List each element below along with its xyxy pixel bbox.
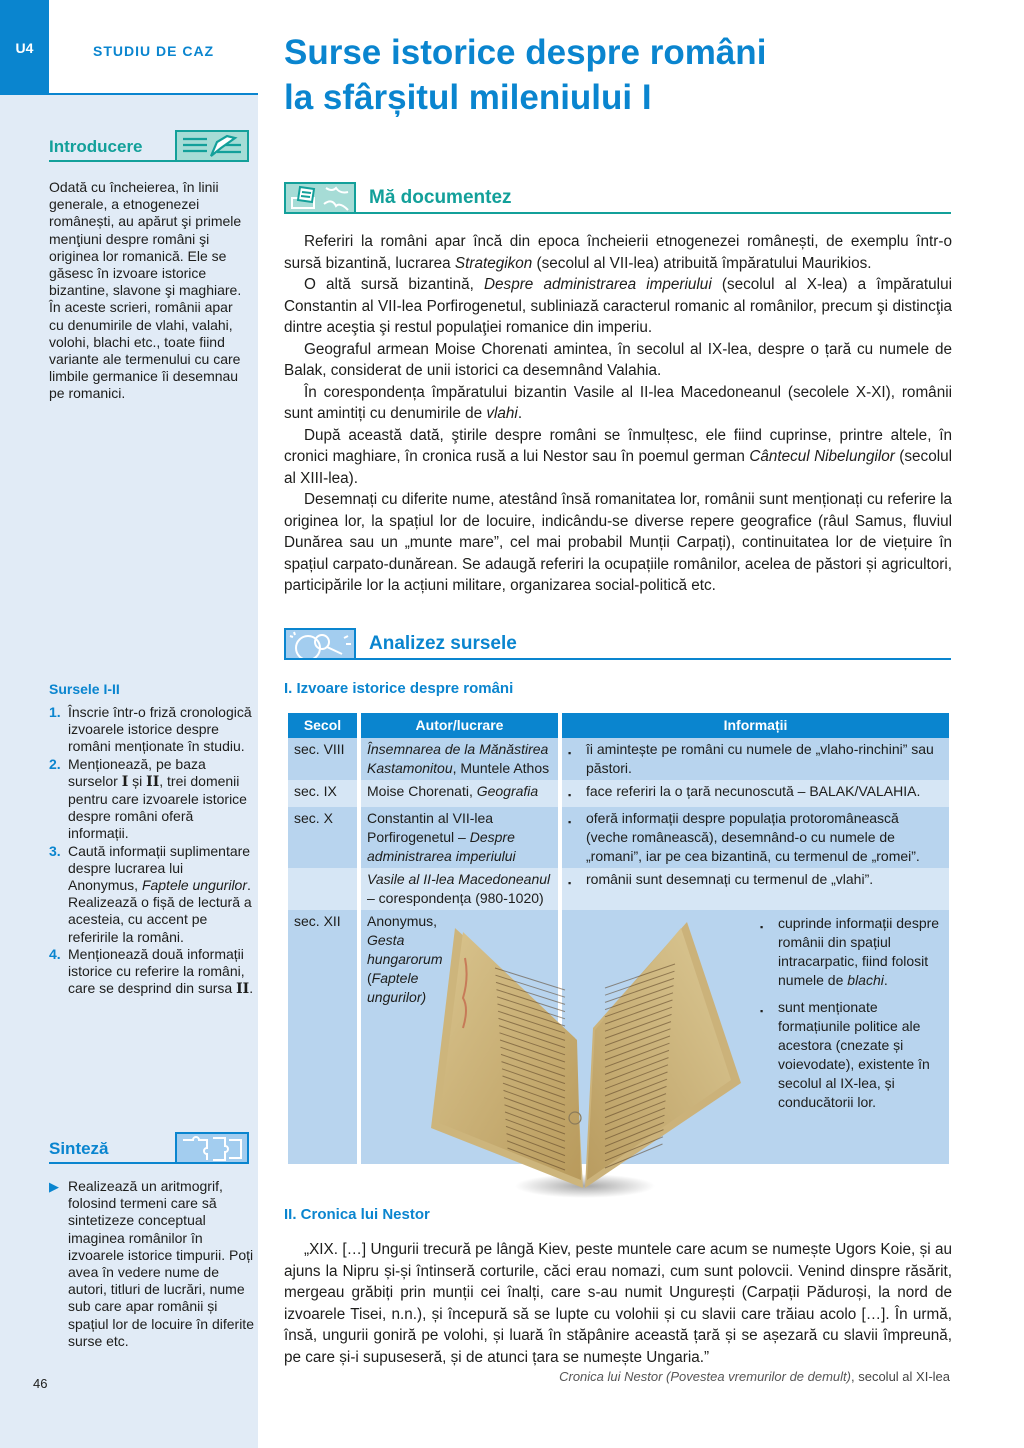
task-text: I — [121, 773, 129, 790]
author-text: – corespondența (980-1020) — [367, 890, 544, 906]
info-text: oferă informații despre populația protoromânească (veche românească), desemnând-o cu numele de „romani”, iar pe cea bizantină, cu termenul de „romei”. — [586, 810, 920, 864]
author-cell — [361, 807, 558, 868]
author-cell — [361, 868, 558, 910]
intro-text: Odată cu încheierea, în linii generale, a etnogenezei românești, au apărut şi primele menţiuni despre români şi originea lor romanică. Ele se găsesc în izvoare istorice bizantine, slavone şi maghiare. În aceste scrieri, românii apar cu denumirile de vlahi, valahi, volohi, blachi etc., toate fiind variante ale termenului cu care limbile germanice îi desemnau pe romanici. — [49, 179, 242, 402]
author-cell — [361, 738, 558, 780]
info-text: face referiri la o țară necunoscută – BALAK/VALAHIA. — [586, 783, 921, 799]
author-text: Despre administrarea imperiului — [367, 829, 516, 864]
paragraph-text: . — [517, 405, 523, 422]
documentez-body — [284, 231, 952, 597]
paragraph — [284, 231, 952, 274]
title-line-2: la sfârșitul mileniului I — [284, 78, 652, 117]
header-cell: Autor/lucrare — [361, 713, 558, 738]
century-cell: sec. X — [288, 807, 357, 868]
header-cell: Secol — [288, 713, 357, 738]
paragraph-text: Geograful armean Moise Chorenati amintea, în secolul al IX-lea, despre o țară cu numele de Balak, considerat de unii istorici ca desemnând Valahia. — [284, 340, 952, 379]
table-row — [288, 780, 949, 807]
paragraph — [284, 425, 952, 490]
author-cell — [361, 780, 558, 807]
sources-title: Sursele I-II — [49, 681, 120, 697]
author-text: Vasile al II-lea Macedoneanul — [367, 871, 551, 887]
paragraph — [284, 489, 952, 597]
author-text: Moise Chorenati, — [367, 783, 477, 799]
documentez-heading — [284, 182, 951, 214]
task-text: . Realizează o fișă de lectură a acesteia, cu accent pe referirile la români. — [68, 877, 252, 945]
info-cell — [562, 868, 949, 910]
task-text: și — [128, 772, 147, 789]
paragraph-text: În corespondența împăratului bizantin Vasile al II-lea Macedoneanul (secolele X-XI), românii sunt amintiți cu denumirile de — [284, 383, 952, 422]
info-text — [778, 998, 950, 1112]
synthesis-text: Realizează un aritmogrif, folosind termeni care să sintetizeze conceptual imaginea românilor în izvoarele istorice timpurii. Poți avea în vedere nume de autori, titluri de lucrări, nume sub care apar românii și spațiul lor de locuire în diferite surse etc. — [68, 1178, 254, 1349]
paragraph — [284, 274, 952, 339]
paragraph-text: După această dată, ştirile despre români se înmulțesc, ele fiind cuprinse, printre altele, în cronici maghiare, în cronica rusă a lui Nestor sau în poemul german — [284, 426, 952, 465]
sidebar-header — [0, 0, 258, 95]
task-text: II — [146, 773, 160, 790]
info-bullet — [760, 998, 950, 1112]
bullet-icon: ▪ — [568, 878, 572, 888]
info-text-run: sunt menționate formațiunile politice ale acestora (cnezate și voievodate), existente în secolul al IX-lea, și conducătorii lor. — [778, 999, 930, 1110]
table-row — [288, 738, 949, 780]
info-cell — [562, 780, 949, 807]
task-text: Faptele ungurilor — [141, 877, 247, 894]
table-row — [288, 868, 949, 910]
quote-text: „XIX. […] Ungurii trecură pe lângă Kiev, peste muntele care acum se numește Ugors Koie, și au ajuns la Nipru și-și întinseră corturile, căci erau nomazi, cum sunt polovcii. Venind dinspre răsărit, mergeau grăbiți prin munții cei înalți, care s-au numit Ungurești (Carpații Păduroși, la nord de izvoarele Tisei, n.n.), și începură să se lupte cu volohii și cu slavii care trăiau acolo […]. În urmă, însă, ungurii goniră pe volohi, și luară în stăpânire această țară și se așezară cu slavii împreună, pe care și-i supuseseră, și de atunci țara se numește Ungaria.” — [284, 1241, 952, 1366]
paragraph-text: Referiri la români apar încă din epoca încheierii etnogenezei românești, de exemplu într-o sursă bizantină, lucrarea — [284, 233, 952, 272]
nestor-quote — [284, 1239, 952, 1368]
documentez-title: Mă documentez — [369, 187, 512, 208]
paragraph-text: Despre administrarea imperiului — [484, 276, 712, 293]
manuscript-image — [425, 918, 765, 1200]
quote-source-text: Cronica lui Nestor (Povestea vremurilor de demult) — [559, 1369, 851, 1384]
header-cell: Informații — [562, 713, 949, 738]
author-text: Gesta hungarorum — [367, 932, 443, 967]
author-text: Constantin al VII-lea Porfirogenetul – — [367, 810, 494, 845]
table-row — [288, 807, 949, 868]
century-cell: sec. VIII — [288, 738, 357, 780]
info-bullet — [568, 782, 943, 805]
author-text: Însemnarea de la Mănăstirea Kastamonitou — [367, 741, 549, 776]
sidebar — [0, 0, 258, 1448]
paragraph — [284, 382, 952, 425]
bullet-icon: ▪ — [760, 1006, 764, 1016]
quote-source — [559, 1369, 950, 1384]
puzzle-icon — [175, 1132, 249, 1164]
info-bullet — [568, 870, 943, 893]
task-number: 4. — [49, 945, 61, 962]
title-line-1: Surse istorice despre români — [284, 33, 767, 72]
paragraph-text: (secolul al X-lea) a împăratului Constantin al VII-lea Porfirogenetul, subliniază caracterul romanic al românilor, precum şi distincţia dintre aceştia şi restul populaţiei romanice din imperiu. — [284, 276, 952, 336]
info-bullet — [568, 809, 943, 866]
table-header — [288, 713, 949, 738]
source2-title: II. Cronica lui Nestor — [284, 1206, 430, 1223]
info-cell — [562, 807, 949, 868]
synthesis-task — [49, 1178, 254, 1350]
info-text: îi amintește pe români cu numele de „vlaho-rinchini” sau păstori. — [586, 741, 934, 776]
task-number: 3. — [49, 842, 61, 859]
arrow-right-icon: ▶ — [49, 1179, 59, 1194]
paragraph-text: (secolul al XIII-lea). — [284, 448, 953, 487]
paragraph-text: Strategikon — [454, 254, 533, 272]
source1-title: I. Izvoare istorice despre români — [284, 680, 514, 697]
synthesis-heading-title: Sinteză — [49, 1139, 109, 1158]
info-list — [760, 914, 950, 1120]
info-bullet — [760, 914, 950, 990]
paragraph-text: Cântecul Nibelungilor — [749, 448, 895, 465]
info-bullet — [568, 740, 943, 778]
task-text: . — [249, 980, 254, 997]
century-cell — [288, 868, 357, 910]
page-title — [284, 30, 964, 120]
paragraph-text: (secolul al VII-lea) atribuită împăratului Maurikios. — [532, 254, 872, 272]
writing-hand-icon — [175, 130, 249, 162]
bullet-icon: ▪ — [568, 790, 572, 800]
quote-source-text: , secolul al XI-lea — [851, 1369, 950, 1384]
task-item — [49, 946, 254, 999]
info-text — [778, 914, 950, 990]
paragraph-text: vlahi — [486, 405, 518, 422]
bullet-icon: ▪ — [568, 817, 572, 827]
task-item — [49, 843, 254, 946]
century-cell: sec. IX — [288, 780, 357, 807]
paragraph — [284, 339, 952, 382]
task-text: Menționează două informații istorice cu referire la români, care se desprind din sursa — [68, 945, 245, 997]
paragraph-text: Desemnați cu diferite nume, atestând însă romanitatea lor, românii sunt menționați cu referire la originea lor, la spațiul lor de locuire, indicându-se diverse repere geografice (râul Samus, fluviul Dunărea sau un „munte mare”, cel mai probabil Munții Carpați), continuitatea lor de viețuire în spațiul carpato-dunărean. Se adaugă referiri la ocupațiile românilor, acelea de păstori și agricultori, participările lor la acțiuni militare, organizarea social-politică etc. — [284, 491, 952, 594]
synthesis-heading — [49, 1131, 249, 1164]
task-number: 1. — [49, 704, 61, 720]
info-text-run: . — [883, 972, 888, 988]
author-text: Geografia — [476, 783, 539, 799]
task-text: , trei domenii pentru care izvoarele istorice despre români oferă informații. — [68, 772, 247, 842]
info-text: românii sunt desemnați cu termenul de „vlahi”. — [586, 871, 874, 887]
task-text: II — [236, 981, 250, 998]
info-cell — [562, 738, 949, 780]
author-text: Faptele ungurilor) — [367, 970, 427, 1005]
task-text: Înscrie într-o friză cronologică izvoarele istorice despre români menționate în studiu. — [68, 704, 252, 755]
intro-heading — [49, 129, 249, 162]
intro-heading-title: Introducere — [49, 137, 143, 156]
bullet-icon: ▪ — [760, 922, 764, 932]
author-text: ( — [367, 970, 372, 986]
author-text: Anonymus, — [367, 913, 438, 929]
info-text-run: cuprinde informații despre românii din spațiul intracarpatic, fiind folosit numele de — [778, 915, 940, 988]
task-number: 2. — [49, 755, 61, 772]
info-text-run: blachi — [847, 972, 884, 988]
task-item — [49, 756, 254, 843]
analizez-title: Analizez sursele — [369, 633, 517, 654]
author-text: , Muntele Athos — [452, 760, 550, 776]
page-number: 46 — [33, 1376, 48, 1391]
bullet-icon: ▪ — [568, 748, 572, 758]
unit-badge: U4 — [0, 0, 49, 95]
task-text: Caută informații suplimentare despre lucrarea lui Anonymus, — [68, 842, 251, 894]
task-item — [49, 704, 254, 756]
analizez-heading — [284, 628, 951, 660]
paragraph-text: O altă sursă bizantină, — [304, 276, 484, 293]
task-text: Menționează, pe baza surselor — [68, 755, 206, 789]
document-map-icon — [284, 182, 356, 214]
task-list — [49, 704, 254, 998]
globe-magnifier-icon — [284, 628, 356, 660]
section-label: STUDIU DE CAZ — [93, 43, 215, 59]
century-cell: sec. XII — [288, 910, 357, 1164]
